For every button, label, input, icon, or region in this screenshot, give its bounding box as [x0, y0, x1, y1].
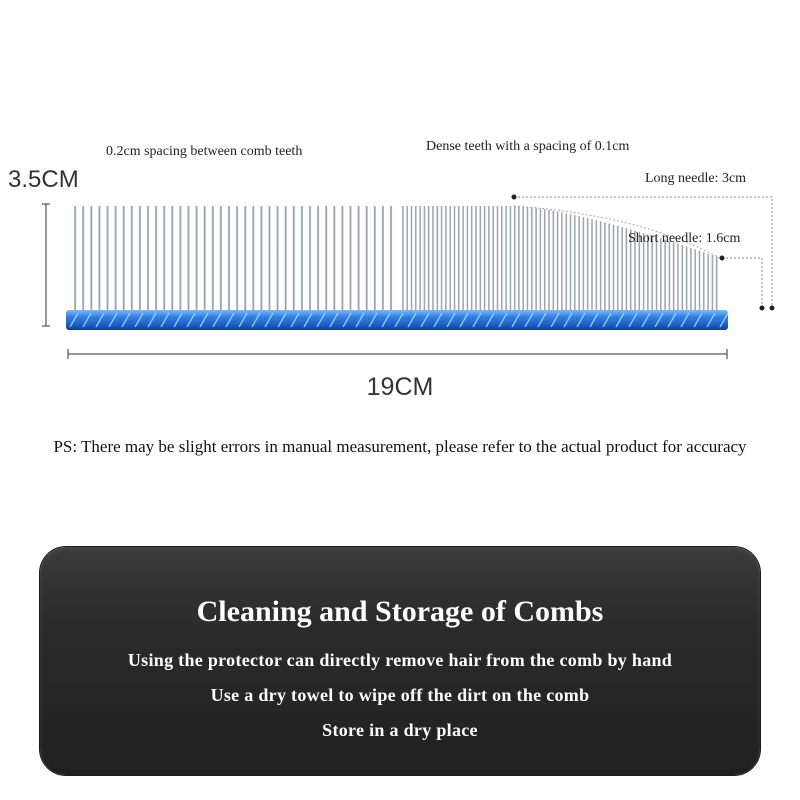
comb-tooth	[441, 206, 443, 311]
comb-tooth	[518, 206, 520, 311]
comb-tooth	[656, 237, 658, 311]
comb-tooth	[317, 206, 319, 311]
comb-tooth	[432, 206, 434, 311]
width-label: 19CM	[366, 373, 434, 401]
comb-tooth	[424, 206, 426, 311]
comb-tooth	[471, 206, 473, 311]
comb-tooth	[445, 206, 447, 311]
comb-tooth	[707, 254, 709, 311]
comb-tooth	[617, 226, 619, 311]
short-needle-guide	[722, 258, 762, 308]
comb-tooth	[492, 206, 494, 311]
care-instructions-panel	[40, 547, 760, 775]
long-needle-end-dot	[770, 306, 775, 311]
comb-tooth	[716, 257, 718, 311]
comb-tooth	[703, 252, 705, 311]
comb-tooth	[123, 206, 125, 311]
height-label: 3.5CM	[8, 166, 79, 193]
comb-tooth	[600, 221, 602, 311]
comb-tooth	[660, 238, 662, 311]
comb-tooth	[428, 206, 430, 311]
comb-tooth	[522, 206, 524, 311]
comb-tooth	[694, 249, 696, 311]
comb-tooth	[604, 222, 606, 311]
measurement-note: PS: There may be slight errors in manual measurement, please refer to the actual product for accuracy	[53, 437, 747, 456]
comb-tooth	[531, 207, 533, 311]
comb-tooth	[574, 215, 576, 311]
comb-tooth	[552, 211, 554, 311]
comb-tooth	[514, 206, 516, 311]
comb-tooth	[510, 206, 512, 311]
comb-tooth	[565, 213, 567, 311]
comb-tooth	[415, 206, 417, 311]
comb-tooth	[220, 206, 222, 311]
comb-tooth	[548, 210, 550, 311]
comb-tooth	[479, 206, 481, 311]
comb-tooth	[454, 206, 456, 311]
comb-tooth	[669, 241, 671, 311]
comb-tooth	[139, 206, 141, 311]
comb-tooth	[325, 206, 327, 311]
comb-tooth	[595, 220, 597, 311]
comb-tooth	[260, 206, 262, 311]
comb-tooth	[341, 206, 343, 311]
comb-tooth	[677, 244, 679, 311]
comb-tooth	[196, 206, 198, 311]
comb-tooth	[106, 206, 108, 311]
comb-tooth	[74, 206, 76, 311]
comb-tooth	[411, 206, 413, 311]
comb-tooth	[98, 206, 100, 311]
comb-tooth	[212, 206, 214, 311]
comb-tooth	[204, 206, 206, 311]
comb-tooth	[449, 206, 451, 311]
comb-tooth	[462, 206, 464, 311]
comb-tooth	[712, 255, 714, 311]
width-dimension-line	[68, 349, 727, 359]
comb-tooth	[535, 208, 537, 311]
comb-tooth	[578, 216, 580, 311]
comb-tooth	[277, 206, 279, 311]
comb-tooth	[171, 206, 173, 311]
care-instruction-line: Using the protector can directly remove hair from the comb by hand	[127, 650, 673, 670]
comb-tooth	[374, 206, 376, 311]
comb-tooth	[82, 206, 84, 311]
comb-tooth	[686, 246, 688, 311]
comb-tooth	[540, 209, 542, 311]
comb-tooth	[179, 206, 181, 311]
long-needle-label: Long needle: 3cm	[645, 171, 747, 186]
care-instruction-line: Use a dry towel to wipe off the dirt on the comb	[210, 685, 590, 705]
comb-tooth	[436, 206, 438, 311]
comb-tooth	[187, 206, 189, 311]
short-needle-label: Short needle: 1.6cm	[628, 231, 741, 246]
comb-tooth	[268, 206, 270, 311]
comb-tooth	[501, 206, 503, 311]
comb-tooth	[155, 206, 157, 311]
comb-tooth	[583, 217, 585, 311]
care-title: Cleaning and Storage of Combs	[196, 595, 604, 628]
comb-tooth	[228, 206, 230, 311]
comb-tooth	[358, 206, 360, 311]
comb-tooth	[681, 245, 683, 311]
comb-tooth	[163, 206, 165, 311]
comb-tooth	[293, 206, 295, 311]
short-needle-end-dot	[760, 306, 765, 311]
height-dimension-line	[42, 204, 50, 326]
comb-tooth	[527, 207, 529, 311]
comb-tooth	[349, 206, 351, 311]
comb-tooth	[147, 206, 149, 311]
comb-tooth	[406, 206, 408, 311]
comb-tooth	[90, 206, 92, 311]
short-needle-dot	[720, 256, 725, 261]
comb-tooth	[621, 227, 623, 311]
comb-tooth	[419, 206, 421, 311]
comb-tooth	[285, 206, 287, 311]
comb-tooth	[402, 206, 404, 311]
comb-tooth	[390, 206, 392, 311]
comb-tooth	[366, 206, 368, 311]
comb-tooth	[505, 206, 507, 311]
comb-tooth	[244, 206, 246, 311]
comb-tooth	[252, 206, 254, 311]
comb-tooth	[475, 206, 477, 311]
comb-tooth	[561, 212, 563, 311]
comb-tooth	[333, 206, 335, 311]
comb-tooth	[591, 219, 593, 311]
comb-tooth	[497, 206, 499, 311]
comb-tooth	[301, 206, 303, 311]
comb-tooth	[544, 209, 546, 311]
comb-tooth	[115, 206, 117, 311]
comb-tooth	[699, 251, 701, 311]
comb-tooth	[570, 214, 572, 311]
comb-tooth	[673, 242, 675, 311]
dense-teeth-spacing-label: Dense teeth with a spacing of 0.1cm	[426, 139, 630, 154]
comb-tooth	[587, 218, 589, 311]
comb-tooth	[690, 248, 692, 311]
comb-tooth	[458, 206, 460, 311]
comb-tooth	[467, 206, 469, 311]
comb-tooth	[484, 206, 486, 311]
comb-teeth-spacing-label: 0.2cm spacing between comb teeth	[106, 144, 303, 159]
comb-tooth	[557, 212, 559, 311]
comb-tooth	[382, 206, 384, 311]
comb-tooth	[236, 206, 238, 311]
comb-tooth	[488, 206, 490, 311]
comb-tooth	[608, 224, 610, 311]
comb-tooth	[664, 240, 666, 311]
comb-tooth	[131, 206, 133, 311]
long-needle-dot	[512, 195, 517, 200]
comb-tooth	[309, 206, 311, 311]
care-instruction-line: Store in a dry place	[322, 720, 478, 740]
comb-tooth	[613, 225, 615, 311]
